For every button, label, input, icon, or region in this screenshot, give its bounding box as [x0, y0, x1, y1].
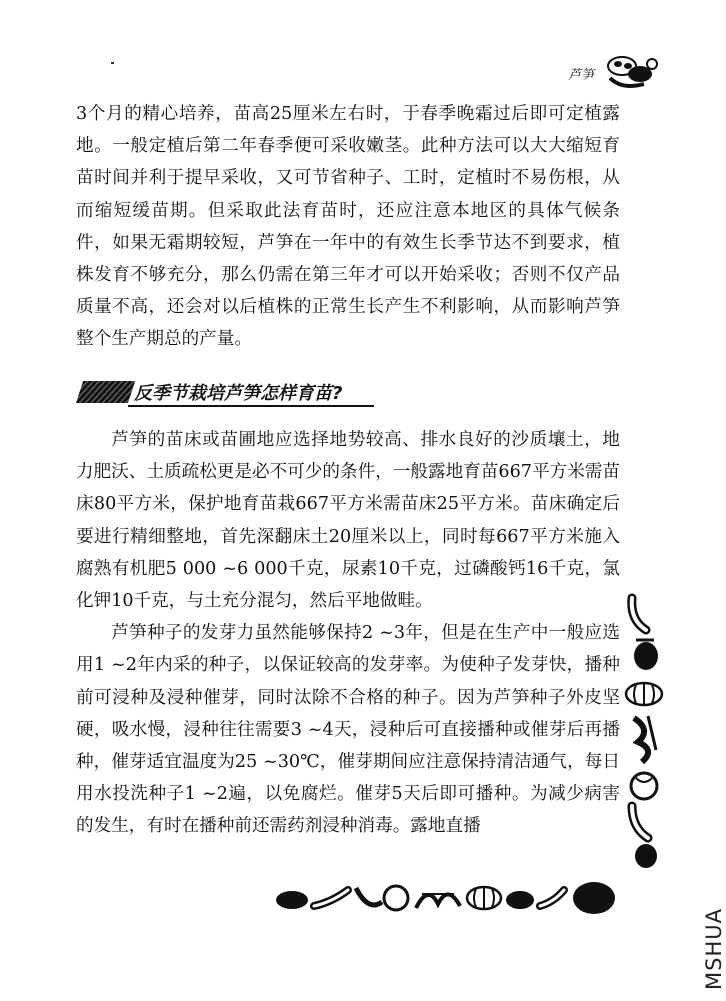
- heading-marker: [76, 381, 135, 403]
- paragraph-continued: [76, 98, 620, 356]
- eggplant-icon: [276, 891, 308, 909]
- eggplant-icon: [506, 891, 534, 909]
- watermark: [680, 885, 726, 990]
- ink-blot-icon: [573, 882, 615, 914]
- paragraph-1: 3个月的精心培养，苗高25厘米左右时，于春季晚霜过后即可定植露地。一般定植后第二年春季便可采收嫩茎。此种方法可以大大缩短育苗时间并利于提早采收，又可节省种子、工时，定植时不易伤根，从而缩短缓苗期。但采取此法育苗时，还应注意本地区的具体气候条件，如果无霜期较短，芦笋在一年中的有效生长季节达不到要求，植株发育不够充分，那么仍需在第三年才可以开始采收；否则不仅产品质量不高，还会对以后植株的正常生长产生不利影响，从而影响芦笋整个生产期总的产量。: [76, 104, 620, 350]
- cucumber-icon: [632, 598, 646, 630]
- running-head: 芦笋: [568, 68, 595, 83]
- body-text: [76, 424, 620, 843]
- bottom-vegetable-row: [272, 872, 616, 922]
- eggplant-icon: [635, 844, 657, 868]
- eggplant-icon: [634, 640, 658, 670]
- scan-speck: [111, 62, 114, 64]
- cucumber-icon: [314, 890, 348, 906]
- heading-underline: [128, 405, 374, 407]
- tomato-icon: [384, 886, 408, 910]
- pumpkin-icon: [626, 683, 662, 705]
- paragraph-2: 芦笋的苗床或苗圃地应选择地势较高、排水良好的沙质壤土，地力肥沃、土质疏松更是必不可少的条件，一般露地育苗667平方米需苗床80平方米，保护地育苗栽667平方米需苗床25平方米。苗床确定后要进行精细整地，首先深翻床土20厘米以上，同时每667平方米施入腐熟有机肥5 000 ~6 000千克，尿素10千克，过磷酸钙16千克，氯化钾10千克，与土充分混匀，然后平地做畦。: [76, 430, 620, 612]
- tomato-icon: [631, 773, 657, 799]
- paragraph-3: 芦笋种子的发芽力虽然能够保持2 ~3年，但是在生产中一般应选用1 ~2年内采的种子，以保证较高的发芽率。为使种子发芽快，播种前可浸种及浸种催芽，同时汰除不合格的种子。因为芦笋种子外皮坚硬，吸水慢，浸种往往需要3 ~4天，浸种后可直接播种或催芽后再播种，催芽适宜温度为25 ~30℃，催芽期间应注意保持清洁通气，每日用水投洗种子1 ~2遍，以免腐烂。催芽5天后即可播种。为减少病害的发生，有时在播种前还需药剂浸种消毒。露地直播: [76, 623, 620, 837]
- vegetables-icon: [600, 52, 660, 92]
- section-heading: [76, 377, 376, 407]
- cucumber-icon: [540, 890, 564, 906]
- side-vegetable-column: [622, 590, 668, 870]
- watermark-text: MSHUA: [702, 908, 726, 990]
- cucumber-icon: [632, 806, 648, 838]
- pumpkin-icon: [467, 887, 501, 909]
- pepper-icon: [356, 888, 382, 905]
- section-title: 反季节栽培芦笋怎样育苗?: [134, 383, 343, 404]
- leafy-vegetable-icon: [416, 894, 460, 908]
- leafy-vegetable-icon: [634, 716, 656, 762]
